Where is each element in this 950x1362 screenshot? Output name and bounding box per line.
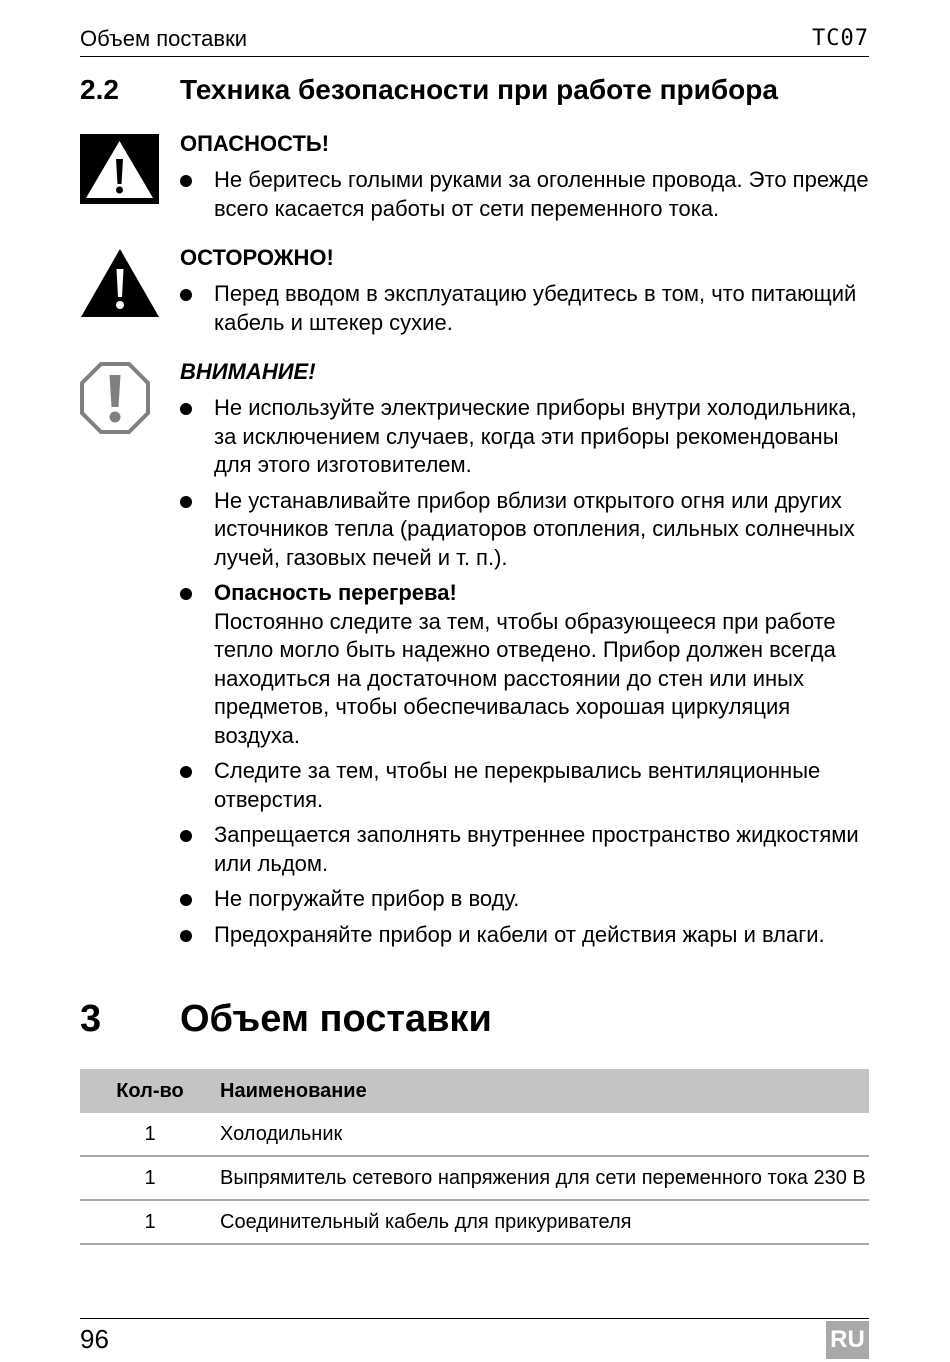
name-cell: Соединительный кабель для прикуривателя bbox=[220, 1200, 869, 1244]
notice-octagon-icon bbox=[80, 362, 150, 439]
qty-cell: 1 bbox=[80, 1113, 220, 1156]
header-model: TC07 bbox=[812, 26, 869, 51]
bullet-icon bbox=[180, 175, 192, 187]
bullet-icon bbox=[180, 496, 192, 508]
list-item: Предохраняйте прибор и кабели от действия жары и влаги. bbox=[180, 921, 870, 950]
danger-block bbox=[180, 130, 870, 230]
list-item: Перед вводом в эксплуатацию убедитесь в том, что питающий кабель и штекер сухие. bbox=[180, 280, 870, 337]
list-item: Не погружайте прибор в воду. bbox=[180, 885, 870, 914]
caution-warning-icon bbox=[80, 247, 160, 324]
section-2-2-number: 2.2 bbox=[80, 74, 119, 105]
bullet-icon bbox=[180, 766, 192, 778]
section-3-number: 3 bbox=[80, 998, 102, 1040]
table-row bbox=[80, 1156, 869, 1200]
bullet-icon bbox=[180, 588, 192, 600]
section-2-2-title: Техника безопасности при работе прибора bbox=[180, 74, 778, 105]
name-cell: Холодильник bbox=[220, 1113, 869, 1156]
qty-cell: 1 bbox=[80, 1200, 220, 1244]
column-header-qty: Кол-во bbox=[80, 1069, 220, 1113]
notice-title: ВНИМАНИЕ! bbox=[180, 359, 316, 384]
list-item: Не используйте электрические приборы внутри холодильника, за исключением случаев, когда эти приборы рекомендованы для этого изготовителем. bbox=[180, 394, 870, 480]
caution-block bbox=[180, 244, 870, 344]
list-item: Не устанавливайте прибор вблизи открытого огня или других источников тепла (радиаторов отопления, сильных солнечных лучей, газовых печей и т. п.). bbox=[180, 487, 870, 573]
table-row bbox=[80, 1200, 869, 1244]
header-chapter-title: Объем поставки bbox=[80, 26, 248, 51]
page-header bbox=[80, 24, 869, 57]
supply-table bbox=[80, 1069, 869, 1245]
list-item: Следите за тем, чтобы не перекрывались вентиляционные отверстия. bbox=[180, 757, 870, 814]
bullet-icon bbox=[180, 894, 192, 906]
name-cell: Выпрямитель сетевого напряжения для сети переменного тока 230 В bbox=[220, 1156, 869, 1200]
list-item: Опасность перегрева! Постоянно следите за тем, чтобы образующееся при работе тепло могло быть надежно отведено. Прибор должен всегда находиться на достаточном расстоянии до стен или иных предметов, чтобы обеспечивалась хорошая циркуляция воздуха. bbox=[180, 579, 870, 750]
list-item: Запрещается заполнять внутреннее пространство жидкостями или льдом. bbox=[180, 821, 870, 878]
overheat-heading: Опасность перегрева! bbox=[214, 580, 457, 605]
notice-block bbox=[180, 358, 870, 956]
bullet-icon bbox=[180, 930, 192, 942]
list-item: Не беритесь голыми руками за оголенные провода. Это прежде всего касается работы от сети переменного тока. bbox=[180, 166, 870, 223]
language-badge: RU bbox=[826, 1321, 869, 1359]
danger-title: ОПАСНОСТЬ! bbox=[180, 131, 330, 156]
bullet-icon bbox=[180, 830, 192, 842]
table-row bbox=[80, 1113, 869, 1156]
bullet-icon bbox=[180, 403, 192, 415]
danger-warning-icon bbox=[80, 134, 159, 209]
table-header-row bbox=[80, 1069, 869, 1113]
qty-cell: 1 bbox=[80, 1156, 220, 1200]
footer-divider bbox=[80, 1318, 869, 1319]
caution-title: ОСТОРОЖНО! bbox=[180, 245, 334, 270]
bullet-icon bbox=[180, 289, 192, 301]
section-3-title: Объем поставки bbox=[180, 998, 492, 1040]
column-header-name: Наименование bbox=[220, 1069, 869, 1113]
page-number: 96 bbox=[80, 1324, 109, 1354]
